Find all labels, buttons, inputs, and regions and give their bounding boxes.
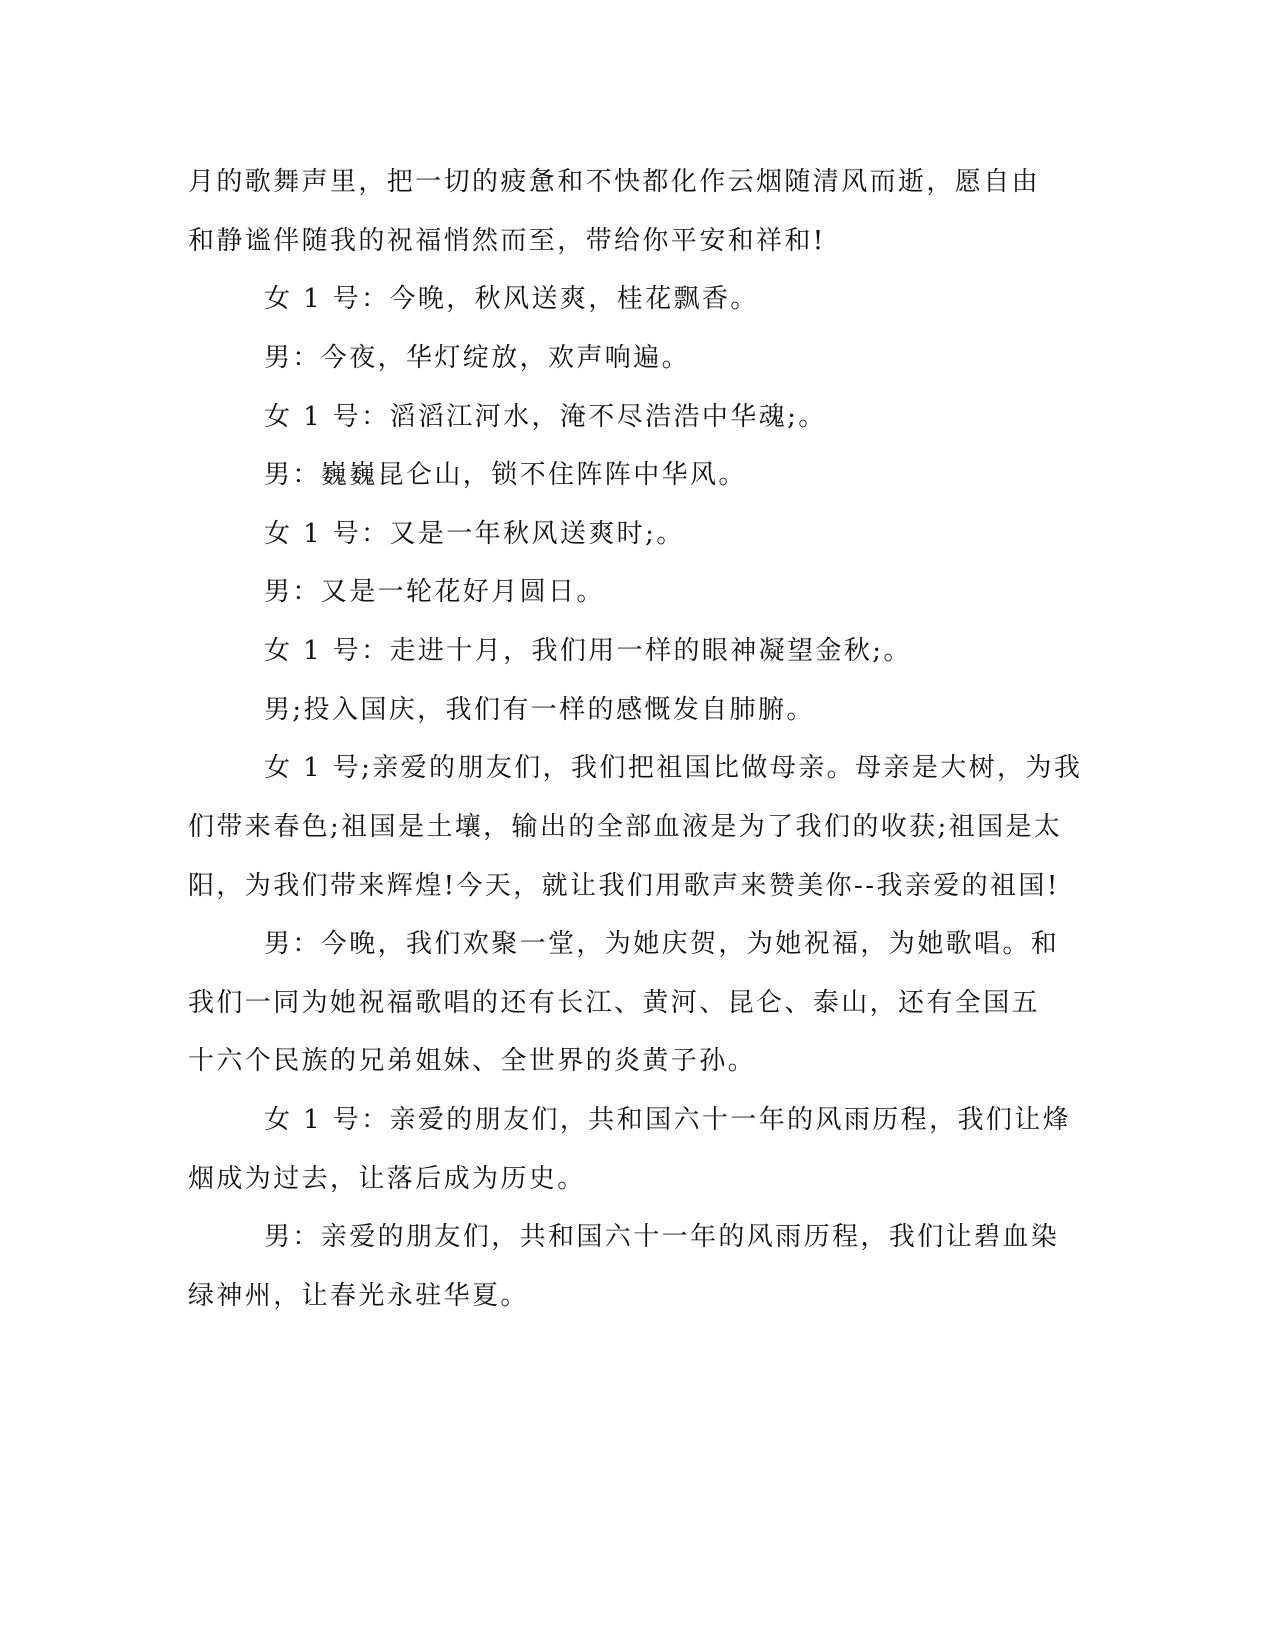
text-line: 我们一同为她祝福歌唱的还有长江、黄河、昆仑、泰山，还有全国五 bbox=[188, 988, 1041, 1018]
text-line: 月的歌舞声里，把一切的疲惫和不快都化作云烟随清风而逝，愿自由 bbox=[188, 167, 1041, 197]
dialogue-line: 男;投入国庆，我们有一样的感慨发自肺腑。 bbox=[264, 695, 815, 725]
dialogue-line: 女 1 号：亲爱的朋友们，共和国六十一年的风雨历程，我们让烽 bbox=[264, 1105, 1072, 1135]
dialogue-line: 女 1 号：今晚，秋风送爽，桂花飘香。 bbox=[264, 284, 759, 314]
text-line: 阳，为我们带来辉煌!今天，就让我们用歌声来赞美你--我亲爱的祖国! bbox=[188, 871, 1060, 901]
dialogue-line: 女 1 号：又是一年秋风送爽时;。 bbox=[264, 519, 685, 549]
dialogue-line: 女 1 号;亲爱的朋友们，我们把祖国比做母亲。母亲是大树，为我 bbox=[264, 753, 1083, 783]
dialogue-line: 女 1 号：滔滔江河水，淹不尽浩浩中华魂;。 bbox=[264, 402, 827, 432]
text-line: 和静谧伴随我的祝福悄然而至，带给你平安和祥和! bbox=[188, 226, 826, 256]
dialogue-line: 男：巍巍昆仑山，锁不住阵阵中华风。 bbox=[264, 460, 747, 490]
dialogue-line: 男：今晚，我们欢聚一堂，为她庆贺，为她祝福，为她歌唱。和 bbox=[264, 929, 1060, 959]
text-line: 烟成为过去，让落后成为历史。 bbox=[188, 1164, 586, 1194]
text-line: 们带来春色;祖国是土壤，输出的全部血液是为了我们的收获;祖国是太 bbox=[188, 812, 1063, 842]
text-line: 十六个民族的兄弟姐妹、全世界的炎黄子孙。 bbox=[188, 1046, 757, 1076]
dialogue-line: 男：今夜，华灯绽放，欢声响遍。 bbox=[264, 343, 691, 373]
dialogue-line: 男：亲爱的朋友们，共和国六十一年的风雨历程，我们让碧血染 bbox=[264, 1222, 1060, 1252]
dialogue-line: 男：又是一轮花好月圆日。 bbox=[264, 577, 605, 607]
dialogue-line: 女 1 号：走进十月，我们用一样的眼神凝望金秋;。 bbox=[264, 636, 912, 666]
text-line: 绿神州，让春光永驻华夏。 bbox=[188, 1281, 529, 1311]
